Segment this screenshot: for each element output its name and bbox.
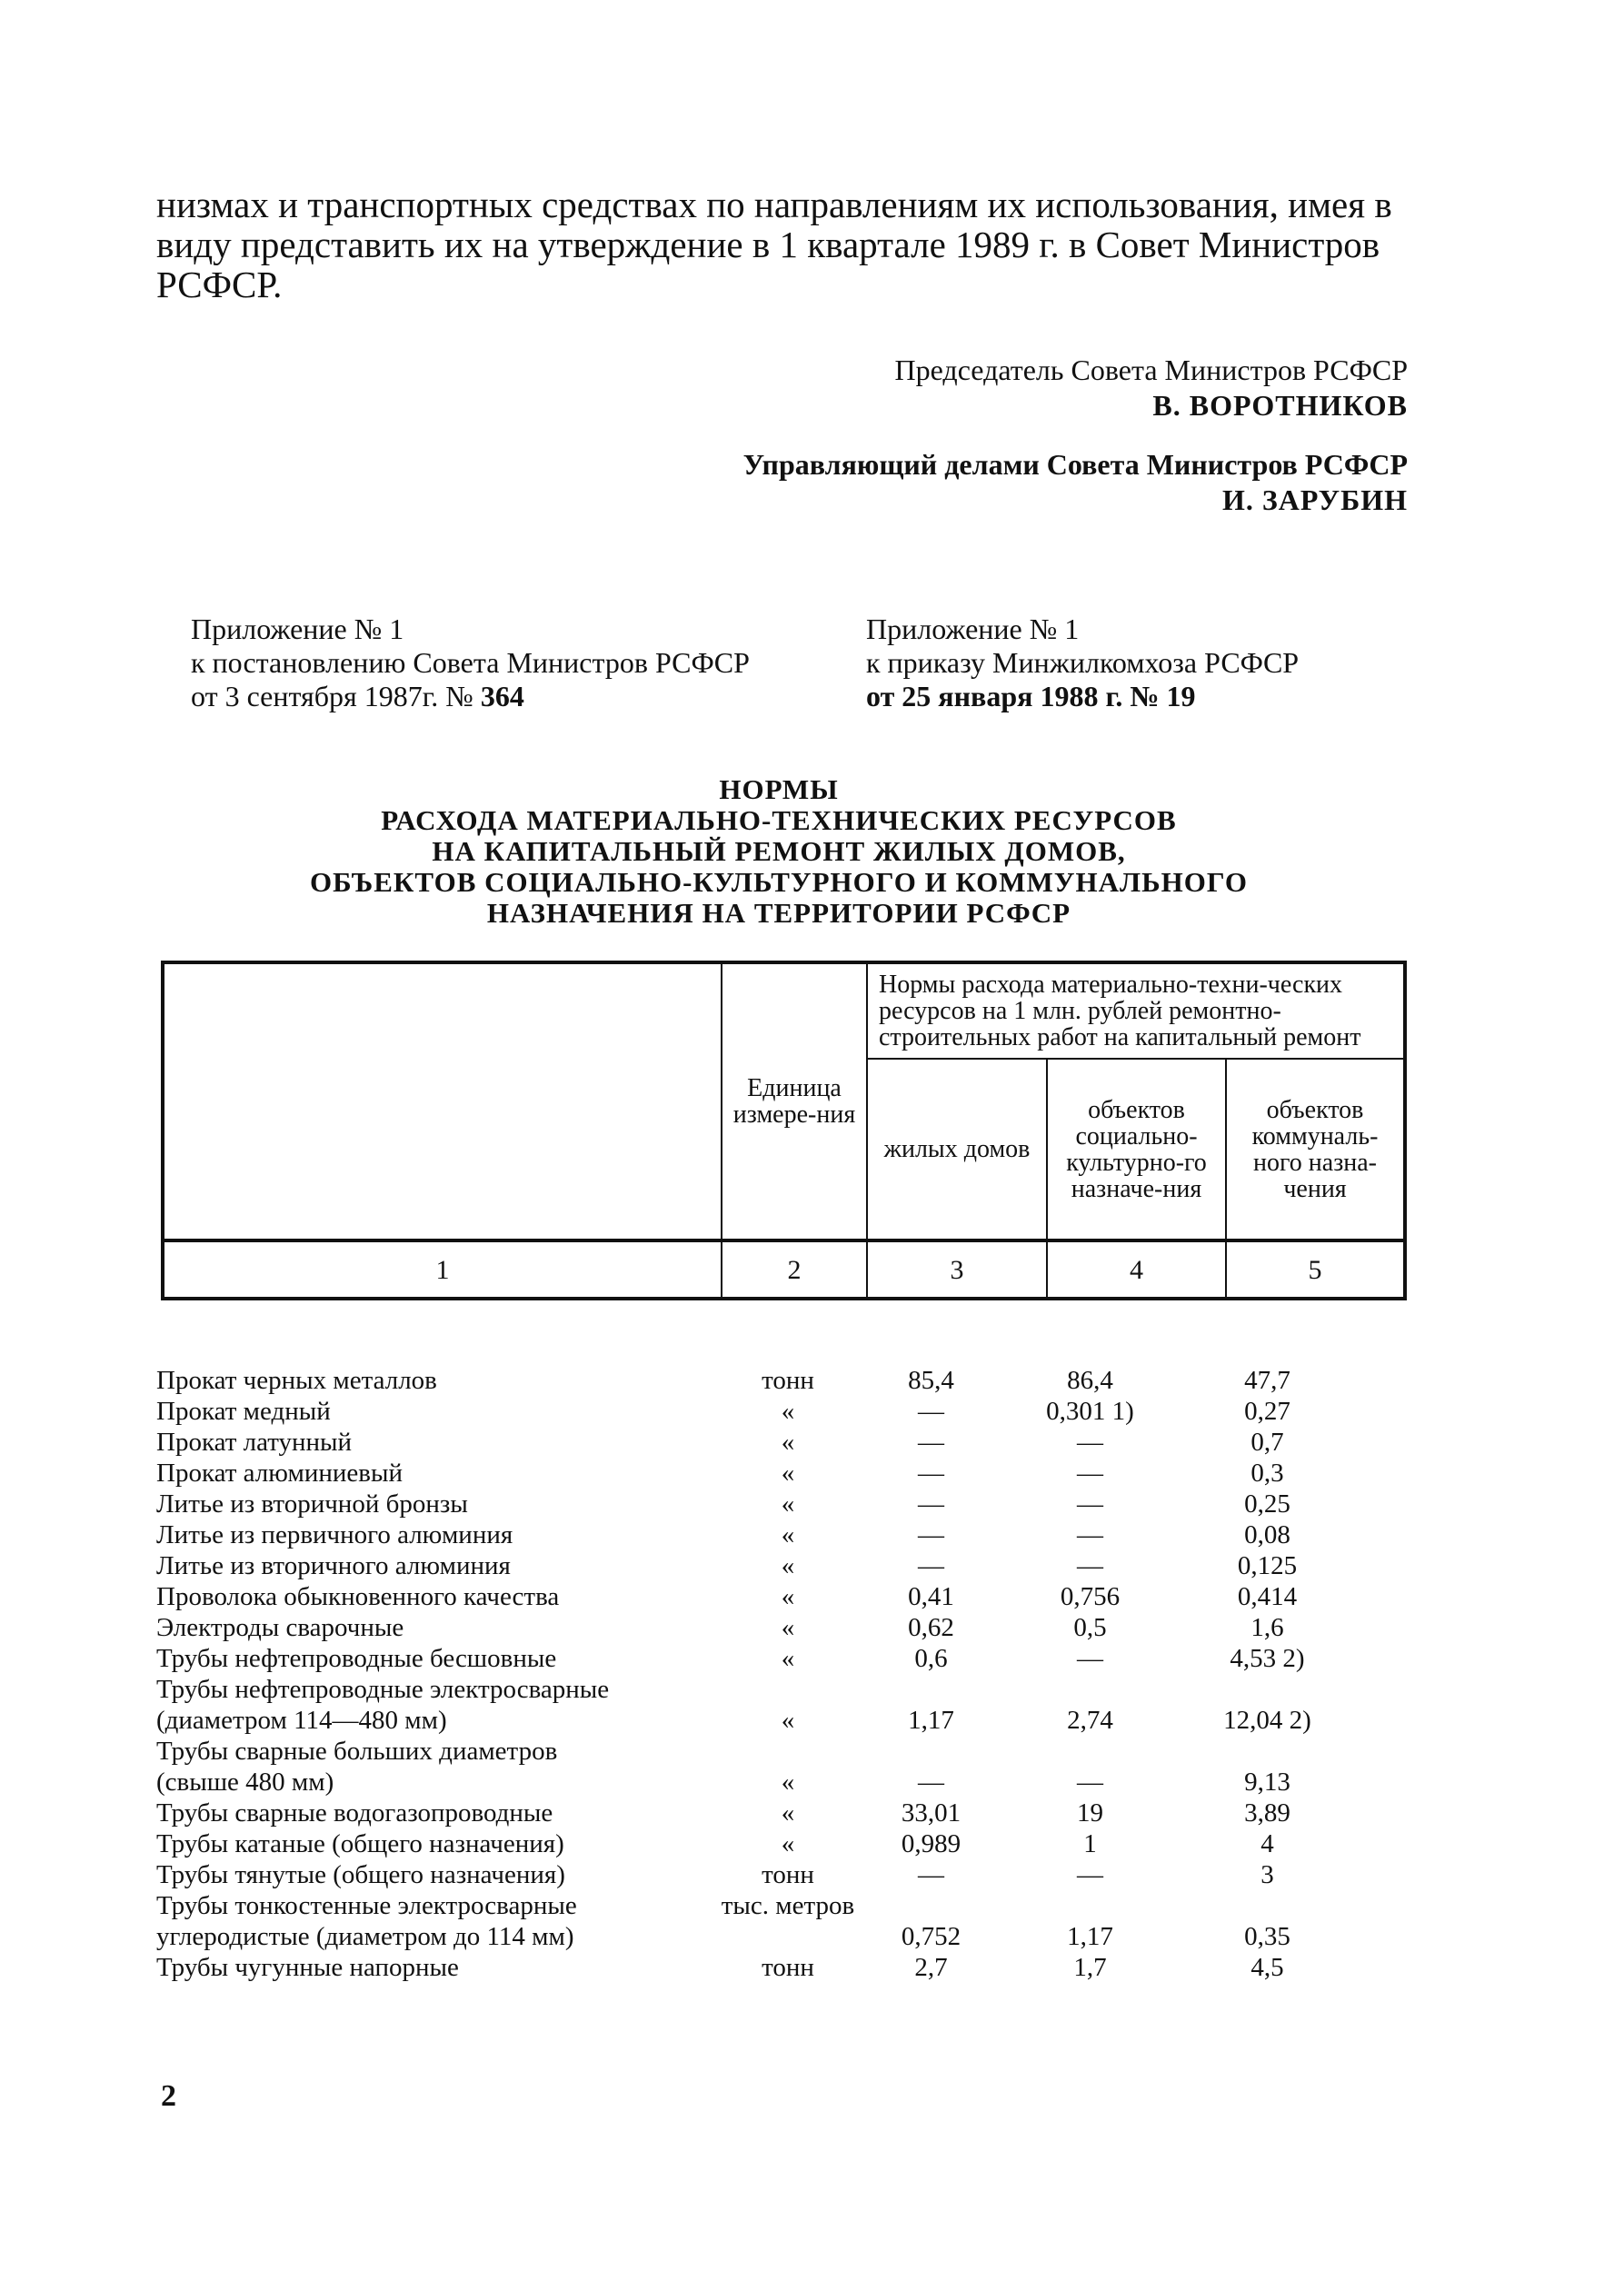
social-value: 0,756 [1060, 1582, 1121, 1611]
table-row [156, 1828, 1403, 1859]
appendix-left [191, 613, 750, 713]
social-value: — [1077, 1644, 1103, 1673]
column-number: 5 [1226, 1240, 1405, 1299]
unit-cell: тонн [762, 1366, 814, 1395]
material-name: Прокат алюминиевый [156, 1459, 403, 1488]
residential-value: 85,4 [908, 1366, 954, 1395]
social-value: 1 [1083, 1829, 1097, 1858]
header-social: объектов социально-культурно-го назначе-ния [1047, 1059, 1226, 1240]
social-value: 19 [1077, 1798, 1103, 1828]
material-name: Проволока обыкновенного качества [156, 1582, 560, 1611]
unit-cell: « [781, 1644, 795, 1673]
social-value: 2,74 [1067, 1706, 1113, 1735]
table-header [161, 961, 1407, 1300]
material-name: Трубы сварные водогазопроводные [156, 1798, 553, 1828]
material-name: Трубы тянутые (общего назначения) [156, 1860, 565, 1889]
social-value: — [1077, 1428, 1103, 1457]
material-name: Прокат медный [156, 1397, 331, 1426]
material-name: Трубы тонкостенные электросварные углеродистые (диаметром до 114 мм) [156, 1891, 577, 1951]
unit-cell: « [781, 1582, 795, 1611]
table-row [156, 1396, 1403, 1427]
table-row [156, 1550, 1403, 1581]
social-value: 1,17 [1067, 1922, 1113, 1951]
signature-chairman [895, 353, 1408, 423]
table-row [156, 1643, 1403, 1674]
unit-cell: тонн [762, 1953, 814, 1982]
document-title [156, 774, 1401, 929]
material-name: Литье из вторичной бронзы [156, 1489, 468, 1519]
table-row [156, 1674, 1403, 1736]
communal-value: 3 [1260, 1860, 1274, 1889]
communal-value: 0,27 [1244, 1397, 1290, 1426]
unit-cell: « [781, 1829, 795, 1858]
appendix-line: Приложение № 1 [866, 613, 1080, 645]
header-residential: жилых домов [867, 1059, 1047, 1240]
signature-name: В. ВОРОТНИКОВ [1152, 389, 1408, 422]
social-value: 86,4 [1067, 1366, 1113, 1395]
header-communal: объектов коммуналь-ного назна-чения [1226, 1059, 1405, 1240]
signature-name: И. ЗАРУБИН [1221, 483, 1408, 516]
communal-value: 12,04 2) [1223, 1706, 1311, 1735]
table-row [156, 1489, 1403, 1519]
communal-value: 0,25 [1244, 1489, 1290, 1519]
residential-value: 0,62 [908, 1613, 954, 1642]
social-value: — [1077, 1520, 1103, 1549]
material-name: Трубы сварные больших диаметров (свыше 480 мм) [156, 1737, 558, 1797]
residential-value: 0,989 [901, 1829, 961, 1858]
communal-value: 0,3 [1250, 1459, 1284, 1488]
residential-value: — [918, 1459, 944, 1488]
header-norms: Нормы расхода материально-техни-ческих ресурсов на 1 млн. рублей ремонтно-строительных работ на капитальный ремонт [867, 962, 1405, 1059]
communal-value: 1,6 [1250, 1613, 1284, 1642]
signature-position: Председатель Совета Министров РСФСР [894, 354, 1408, 386]
title-line: НОРМЫ [719, 773, 839, 805]
unit-cell: тыс. метров [721, 1891, 855, 1920]
material-name: Трубы нефтепроводные электросварные (диаметром 114—480 мм) [156, 1675, 610, 1735]
header-unit: Единица измере-ния [722, 962, 867, 1240]
communal-value: 0,35 [1244, 1922, 1290, 1951]
communal-value: 4 [1260, 1829, 1274, 1858]
residential-value: 33,01 [901, 1798, 961, 1828]
table-row [156, 1890, 1403, 1952]
appendix-line: от 3 сентября 1987г. № 364 [191, 680, 524, 712]
residential-value: 1,17 [908, 1706, 954, 1735]
material-name: Прокат черных металлов [156, 1366, 437, 1395]
unit-cell: « [781, 1459, 795, 1488]
material-name: Трубы нефтепроводные бесшовные [156, 1644, 557, 1673]
communal-value: 4,53 2) [1230, 1644, 1305, 1673]
social-value: — [1077, 1551, 1103, 1580]
signature-position: Управляющий делами Совета Министров РСФСР [742, 448, 1408, 481]
title-line: НА КАПИТАЛЬНЫЙ РЕМОНТ ЖИЛЫХ ДОМОВ, [432, 835, 1126, 867]
material-name: Электроды сварочные [156, 1613, 404, 1642]
unit-cell: « [781, 1768, 795, 1797]
residential-value: — [918, 1520, 944, 1549]
title-line: ОБЪЕКТОВ СОЦИАЛЬНО-КУЛЬТУРНОГО И КОММУНАЛЬНОГО [310, 866, 1248, 898]
residential-value: — [918, 1397, 944, 1426]
unit-cell: « [781, 1428, 795, 1457]
signature-manager [743, 447, 1408, 518]
residential-value: — [918, 1768, 944, 1797]
table-row [156, 1458, 1403, 1489]
residential-value: 2,7 [914, 1953, 948, 1982]
communal-value: 4,5 [1250, 1953, 1284, 1982]
social-value: — [1077, 1860, 1103, 1889]
appendix-line: к приказу Минжилкомхоза РСФСР [866, 646, 1300, 679]
social-value: — [1077, 1768, 1103, 1797]
unit-cell: « [781, 1520, 795, 1549]
table-body [156, 1365, 1403, 1983]
column-number: 1 [163, 1240, 722, 1299]
communal-value: 0,7 [1250, 1428, 1284, 1457]
table-row [156, 1952, 1403, 1983]
social-value: — [1077, 1489, 1103, 1519]
communal-value: 3,89 [1244, 1798, 1290, 1828]
material-name: Литье из вторичного алюминия [156, 1551, 511, 1580]
social-value: — [1077, 1459, 1103, 1488]
material-name: Трубы катаные (общего назначения) [156, 1829, 564, 1858]
communal-value: 0,414 [1237, 1582, 1298, 1611]
social-value: 1,7 [1073, 1953, 1107, 1982]
table-row [156, 1736, 1403, 1798]
intro-paragraph: низмах и транспортных средствах по направлениям их использования, имея в виду представить их на утверждение в 1 квартале 1989 г. в Совет Министров РСФСР. [156, 184, 1392, 305]
appendix-line: Приложение № 1 [191, 613, 404, 645]
appendix-right [866, 613, 1299, 713]
table-row [156, 1427, 1403, 1458]
unit-cell: « [781, 1613, 795, 1642]
communal-value: 47,7 [1244, 1366, 1290, 1395]
table-row [156, 1581, 1403, 1612]
residential-value: — [918, 1551, 944, 1580]
table-row [156, 1859, 1403, 1890]
unit-cell: « [781, 1706, 795, 1735]
communal-value: 0,08 [1244, 1520, 1290, 1549]
unit-cell: « [781, 1489, 795, 1519]
residential-value: — [918, 1489, 944, 1519]
residential-value: 0,6 [914, 1644, 948, 1673]
social-value: 0,301 1) [1046, 1397, 1134, 1426]
column-number: 3 [867, 1240, 1047, 1299]
residential-value: 0,41 [908, 1582, 954, 1611]
header-name-cell [163, 962, 722, 1240]
residential-value: — [918, 1428, 944, 1457]
material-name: Трубы чугунные напорные [156, 1953, 459, 1982]
communal-value: 0,125 [1237, 1551, 1298, 1580]
residential-value: — [918, 1860, 944, 1889]
table-row [156, 1612, 1403, 1643]
column-number: 2 [722, 1240, 867, 1299]
column-number: 4 [1047, 1240, 1226, 1299]
title-line: РАСХОДА МАТЕРИАЛЬНО-ТЕХНИЧЕСКИХ РЕСУРСОВ [381, 804, 1177, 836]
unit-cell: « [781, 1798, 795, 1828]
unit-cell: « [781, 1551, 795, 1580]
unit-cell: тонн [762, 1860, 814, 1889]
table-row [156, 1798, 1403, 1828]
communal-value: 9,13 [1244, 1768, 1290, 1797]
page-number: 2 [161, 2079, 176, 2113]
material-name: Литье из первичного алюминия [156, 1520, 513, 1549]
title-line: НАЗНАЧЕНИЯ НА ТЕРРИТОРИИ РСФСР [486, 897, 1071, 929]
unit-cell: « [781, 1397, 795, 1426]
table-row [156, 1365, 1403, 1396]
appendix-line: от 25 января 1988 г. № 19 [866, 680, 1196, 712]
appendix-line: к постановлению Совета Министров РСФСР [191, 646, 750, 679]
social-value: 0,5 [1073, 1613, 1107, 1642]
residential-value: 0,752 [901, 1922, 961, 1951]
material-name: Прокат латунный [156, 1428, 353, 1457]
table-row [156, 1519, 1403, 1550]
